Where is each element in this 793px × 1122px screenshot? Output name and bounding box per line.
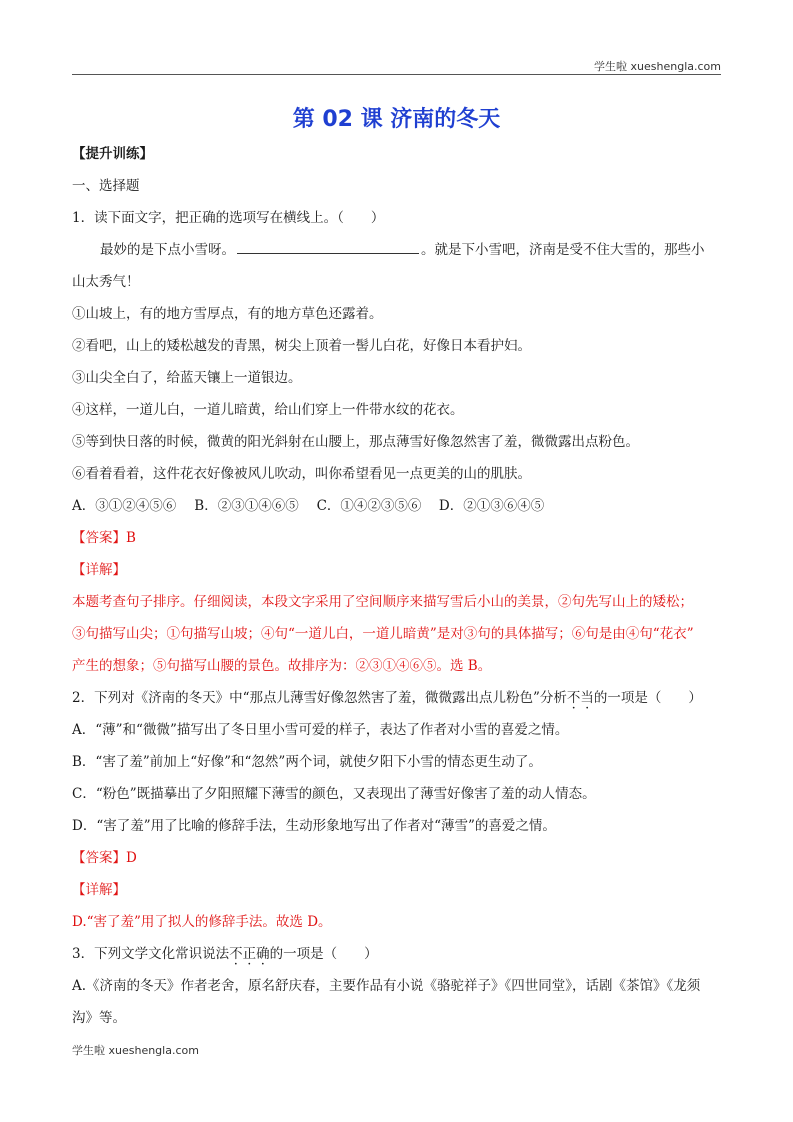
q1-detail-label: 【详解】	[72, 562, 126, 578]
q3-emphasis-char: 正	[242, 946, 257, 962]
q1-item: ⑥看着看着，这件花衣好像被风儿吹动，叫你希望看见一点更美的山的肌肤。	[72, 466, 531, 482]
q1-options	[72, 497, 544, 515]
q3-option-a-continued: 沟》等。	[72, 1010, 126, 1026]
q1-passage-part-b: 。就是下小雪吧，济南是受不住大雪的，那些小	[421, 242, 705, 258]
q1-option-b: B．②③①④⑥⑤	[194, 498, 299, 514]
page-title: 第 02 课 济南的冬天	[292, 107, 501, 132]
q1-item: ③山尖全白了，给蓝天镶上一道银边。	[72, 370, 302, 386]
q1-detail-line: 本题考查句子排序。仔细阅读，本段文字采用了空间顺序来描写雪后小山的美景，②句先写山上的矮松；	[72, 594, 693, 610]
q3-option-a: A.《济南的冬天》作者老舍，原名舒庆春，主要作品有小说《骆驼祥子》《四世同堂》，话剧《茶馆》《龙须	[72, 978, 701, 994]
q1-passage-part-a: 最妙的是下点小雪呀。	[100, 242, 235, 258]
q1-option-a: A．③①②④⑤⑥	[72, 498, 177, 514]
q3-stem	[72, 945, 378, 963]
q2-detail: D.“害了羞”用了拟人的修辞手法。故选 D。	[72, 914, 332, 930]
q1-detail-line: 产生的想象；⑤句描写山腰的景色。故排序为：②③①④⑥⑤。选 B。	[72, 658, 492, 674]
q2-stem-part-b: 的一项是（ ）	[593, 690, 702, 706]
q1-passage	[100, 241, 705, 259]
q1-option-d: D．②①③⑥④⑤	[438, 498, 545, 514]
q1-option-c: C．①④②③⑤⑥	[316, 498, 422, 514]
part-heading: 一、选择题	[72, 178, 140, 194]
q1-stem: 1．读下面文字，把正确的选项写在横线上。（ ）	[72, 210, 385, 226]
q2-option-b: B．“害了羞”前加上“好像”和“忽然”两个词，就使夕阳下小雪的情态更生动了。	[72, 754, 542, 770]
page-footer-site: 学生啦 xueshengla.com	[72, 1044, 199, 1057]
q3-emphasis-char: 不	[229, 946, 243, 962]
q2-emphasis-char: 当	[580, 690, 594, 706]
q3-emphasis-char: 确	[256, 946, 270, 962]
q1-passage-continued: 山太秀气！	[72, 274, 140, 290]
q2-option-c: C．“粉色”既描摹出了夕阳照耀下薄雪的颜色，又表现出了薄雪好像害了羞的动人情态。	[72, 786, 596, 802]
q1-answer-blank	[237, 241, 419, 254]
section-tag: 【提升训练】	[72, 146, 153, 162]
q2-answer: 【答案】D	[72, 850, 137, 866]
q2-option-a: A．“薄”和“微微”描写出了冬日里小雪可爱的样子，表达了作者对小雪的喜爱之情。	[72, 722, 569, 738]
q2-option-d: D．“害了羞”用了比喻的修辞手法，生动形象地写出了作者对“薄雪”的喜爱之情。	[72, 818, 556, 834]
q1-item: ④这样，一道儿白，一道儿暗黄，给山们穿上一件带水纹的花衣。	[72, 402, 464, 418]
q2-emphasis-char: 不	[566, 690, 581, 706]
q1-item: ②看吧，山上的矮松越发的青黑，树尖上顶着一髻儿白花，好像日本看护妇。	[72, 338, 531, 354]
q2-stem	[72, 689, 702, 707]
q2-stem-part-a: 2．下列对《济南的冬天》中“那点儿薄雪好像忽然害了羞，微微露出点儿粉色”分析	[72, 690, 567, 706]
header-rule	[72, 74, 721, 75]
q1-item: ①山坡上，有的地方雪厚点，有的地方草色还露着。	[72, 306, 383, 322]
q1-detail-line: ③句描写山尖；①句描写山坡；④句“一道儿白，一道儿暗黄”是对③句的具体描写；⑥句是由④句“花衣”	[72, 626, 694, 642]
q3-stem-part-b: 的一项是（ ）	[269, 946, 378, 962]
page-header-site: 学生啦 xueshengla.com	[594, 60, 721, 73]
q1-answer: 【答案】B	[72, 530, 136, 546]
q2-detail-label: 【详解】	[72, 882, 126, 898]
q1-item: ⑤等到快日落的时候，微黄的阳光斜射在山腰上，那点薄雪好像忽然害了羞，微微露出点粉色。	[72, 434, 639, 450]
q3-stem-part-a: 3．下列文学文化常识说法	[72, 946, 230, 962]
